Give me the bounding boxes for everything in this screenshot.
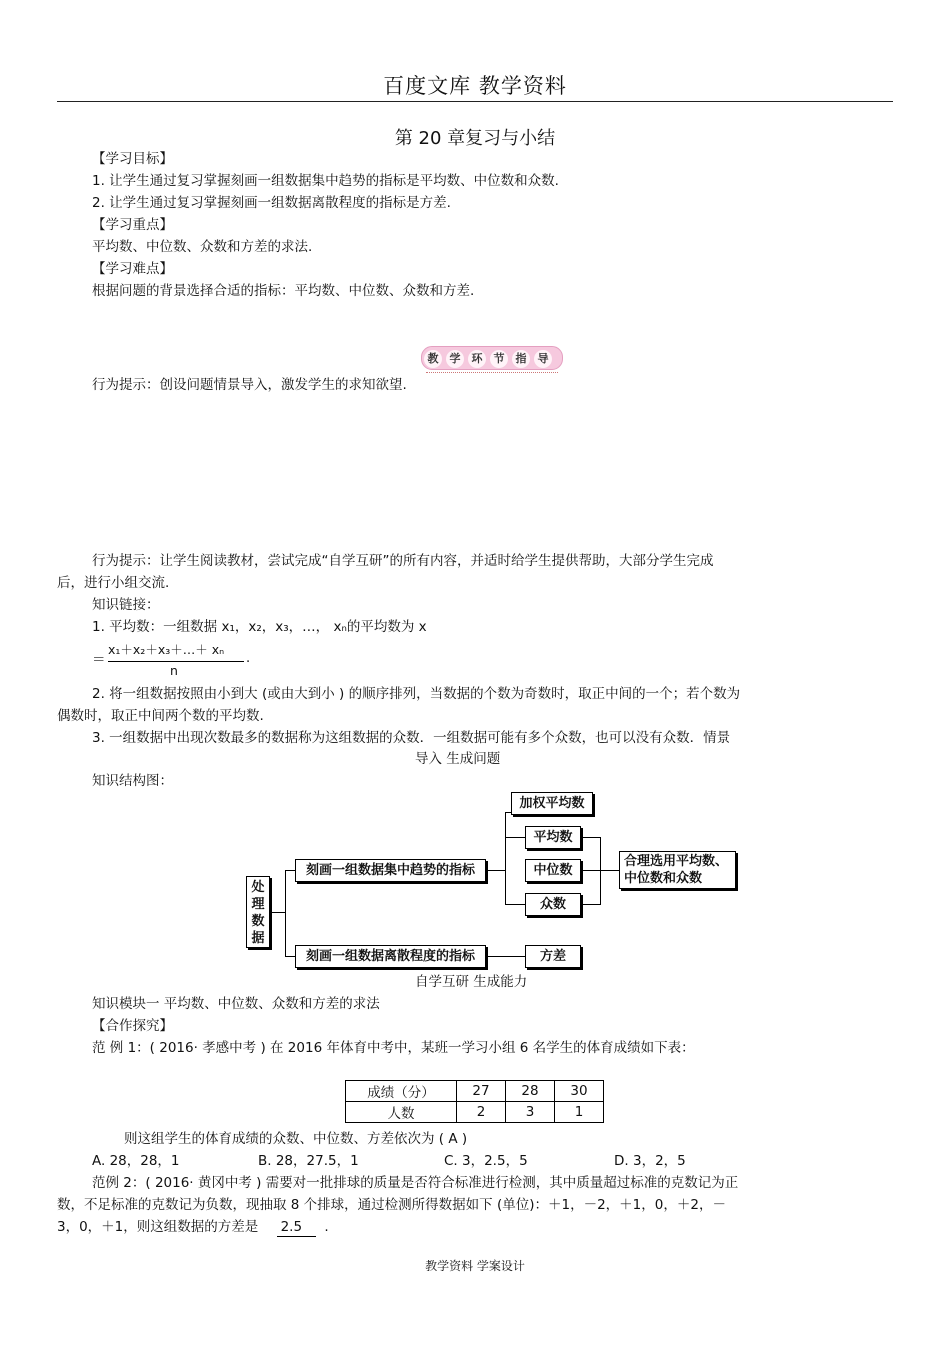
connector [285, 870, 295, 871]
diagram-branch-dispersion: 刻画一组数据离散程度的指标 [295, 945, 486, 968]
connector [600, 837, 601, 905]
option-d: D. 3，2，5 [614, 1153, 686, 1169]
example-2-suffix: . [324, 1219, 329, 1235]
header-divider [57, 101, 893, 102]
table-cell: 3 [506, 1102, 555, 1123]
connector [581, 837, 601, 838]
goal-item-2: 2. 让学生通过复习掌握刻画一组数据离散程度的指标是方差. [92, 195, 451, 211]
diagram-mean: 平均数 [525, 826, 581, 849]
table-cell: 成绩（分） [346, 1081, 457, 1102]
table-cell: 30 [555, 1081, 604, 1102]
connector [505, 904, 525, 905]
connector [486, 956, 525, 957]
mode-definition-line1: 3. 一组数据中出现次数最多的数据称为这组数据的众数．一组数据可能有多个众数，也可以没有众数．情景 [92, 730, 731, 746]
table-cell: 2 [457, 1102, 506, 1123]
mean-equals: ＝ [92, 652, 106, 668]
document-title: 第 20 章复习与小结 [394, 128, 556, 149]
banner-char: 指 [512, 350, 530, 368]
mean-denominator: n [170, 663, 178, 678]
diagram-choose-box: 合理选用平均数、中位数和众数 [619, 851, 736, 889]
option-c: C. 3，2.5，5 [444, 1153, 528, 1169]
diagram-weighted-mean: 加权平均数 [511, 792, 593, 815]
fraction-bar [108, 661, 244, 662]
difficulty-text: 根据问题的背景选择合适的指标：平均数、中位数、众数和方差. [92, 283, 475, 299]
self-study-heading: 自学互研 生成能力 [415, 974, 528, 990]
section-banner [421, 346, 563, 370]
table-cell: 28 [506, 1081, 555, 1102]
focus-label: 【学习重点】 [92, 217, 173, 233]
focus-text: 平均数、中位数、众数和方差的求法. [92, 239, 313, 255]
structure-label: 知识结构图： [92, 773, 173, 789]
answer-blank: 2.5 [277, 1218, 316, 1237]
diagram-root-box: 处理数据 [246, 876, 270, 948]
hint-1: 行为提示：创设问题情景导入，激发学生的求知欲望. [92, 377, 407, 393]
table-cell: 人数 [346, 1102, 457, 1123]
banner-char: 学 [446, 350, 464, 368]
mean-definition: 1. 平均数：一组数据 x₁，x₂，x₃，…， xₙ的平均数为 x [92, 619, 427, 635]
table-row [346, 1081, 604, 1102]
hint-2-line2: 后，进行小组交流. [57, 575, 170, 591]
table-cell: 27 [457, 1081, 506, 1102]
diagram-mode: 众数 [525, 893, 581, 916]
option-b: B. 28，27.5，1 [258, 1153, 359, 1169]
median-definition-line2: 偶数时，取正中间两个数的平均数. [57, 708, 264, 724]
connector [581, 870, 619, 871]
connector [270, 912, 286, 913]
connector [505, 837, 525, 838]
connector [285, 956, 295, 957]
mean-period: . [246, 651, 251, 666]
diagram-variance: 方差 [525, 945, 581, 968]
example-2-line3 [57, 1218, 329, 1237]
footer-text: 教学资料 学案设计 [425, 1259, 525, 1273]
goal-item-1: 1. 让学生通过复习掌握刻画一组数据集中趋势的指标是平均数、中位数和众数. [92, 173, 559, 189]
mean-numerator: x₁＋x₂＋x₃＋…＋ xₙ [108, 642, 225, 657]
diagram-median: 中位数 [525, 859, 581, 882]
banner-char: 导 [534, 350, 552, 368]
connector [486, 870, 506, 871]
knowledge-link-label: 知识链接： [92, 597, 160, 613]
hint-2-line1: 行为提示：让学生阅读教材，尝试完成“自学互研”的所有内容，并适时给学生提供帮助，大部分学生完成 [92, 553, 714, 569]
example-2-line1: 范例 2：( 2016· 黄冈中考 ) 需要对一批排球的质量是否符合标准进行检测，其中质量超过标准的克数记为正 [92, 1175, 739, 1191]
module-heading: 知识模块一 平均数、中位数、众数和方差的求法 [92, 996, 380, 1012]
difficulty-label: 【学习难点】 [92, 261, 173, 277]
connector [285, 870, 286, 957]
header-title: 百度文库 教学资料 [383, 74, 567, 98]
example-2-line2: 数，不足标准的克数记为负数，现抽取 8 个排球，通过检测所得数据如下 (单位)：＋1，－2，＋1，0，＋2，－ [57, 1197, 726, 1213]
connector [581, 904, 601, 905]
example-1-text: 范 例 1：( 2016· 孝感中考 ) 在 2016 年体育中考中，某班一学习小组 6 名学生的体育成绩如下表： [92, 1040, 695, 1056]
option-a: A. 28，28，1 [92, 1153, 180, 1169]
diagram-branch-central: 刻画一组数据集中趋势的指标 [295, 859, 486, 882]
example-2-prefix: 3，0，＋1，则这组数据的方差是 [57, 1219, 259, 1235]
banner-char: 节 [490, 350, 508, 368]
banner-char: 教 [424, 350, 442, 368]
table-cell: 1 [555, 1102, 604, 1123]
mode-definition-line2: 导入 生成问题 [415, 751, 501, 767]
connector [505, 812, 506, 905]
median-definition-line1: 2. 将一组数据按照由小到大 (或由大到小 ) 的顺序排列，当数据的个数为奇数时，取正中间的一个；若个数为 [92, 686, 741, 702]
score-table [345, 1080, 604, 1123]
table-row [346, 1102, 604, 1123]
banner-char: 环 [468, 350, 486, 368]
coop-label: 【合作探究】 [92, 1018, 173, 1034]
goal-label: 【学习目标】 [92, 151, 173, 167]
example-1-question: 则这组学生的体育成绩的众数、中位数、方差依次为 ( A ) [124, 1131, 468, 1147]
